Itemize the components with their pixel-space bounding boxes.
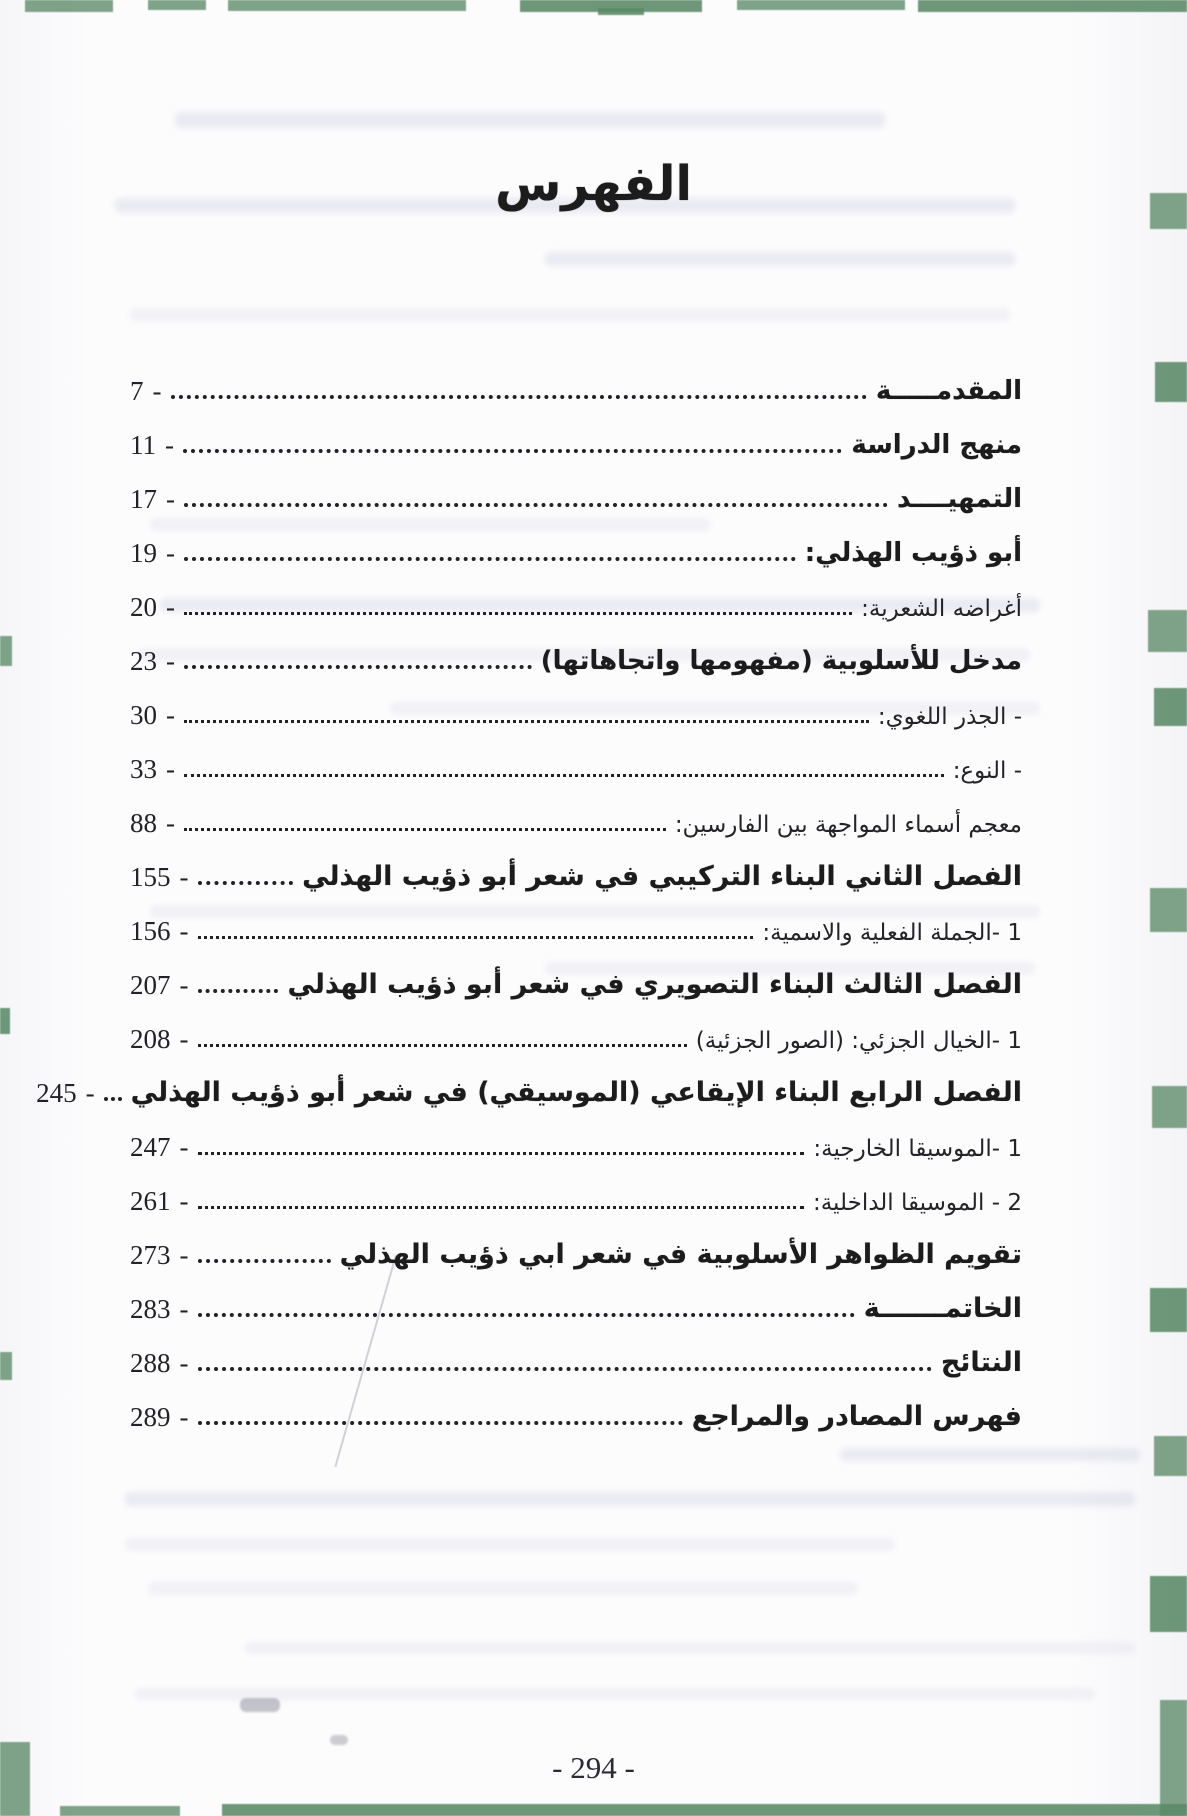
toc-entry-page xyxy=(130,594,175,622)
toc-entry xyxy=(130,730,1022,784)
toc-entry xyxy=(130,1378,1022,1432)
toc-entry-page-dash: - xyxy=(85,1078,95,1108)
toc-entry-label: مدخل للأسلوبية (مفهومها واتجاهاتها) xyxy=(540,646,1022,677)
toc-entry-page-dash: - xyxy=(179,1402,189,1432)
pencil-mark xyxy=(330,1735,348,1745)
toc-entry xyxy=(130,1270,1022,1324)
scan-artifact xyxy=(1155,362,1187,402)
toc-entry-page-dash: - xyxy=(179,1024,189,1054)
toc-entry-page-number: 11 xyxy=(130,430,156,460)
dot-leader xyxy=(198,1421,683,1425)
toc-entry-page-dash: - xyxy=(166,700,175,730)
toc-entry-page-number: 261 xyxy=(130,1186,171,1216)
toc-entry-page-number: 247 xyxy=(130,1132,171,1162)
toc-entry-label: الفصل الرابع البناء الإيقاعي (الموسيقي) في شعر أبو ذؤيب الهذلي xyxy=(130,1077,1022,1109)
toc-entry-page-dash: - xyxy=(166,592,175,622)
toc-entry-page-number: 23 xyxy=(130,646,157,676)
bleedthrough-text xyxy=(840,1448,1140,1461)
toc-entry xyxy=(130,946,1022,1000)
toc-entry-page xyxy=(130,864,189,892)
toc-entry-page-number: 288 xyxy=(130,1348,171,1378)
dot-leader xyxy=(184,828,666,831)
dot-leader xyxy=(184,720,869,723)
scan-artifact xyxy=(1152,1086,1187,1128)
toc-entry-page-dash: - xyxy=(166,754,175,784)
toc-entry-page-dash: - xyxy=(152,376,162,406)
toc-entry-page-dash: - xyxy=(179,1348,189,1378)
scan-artifact xyxy=(1150,1576,1187,1632)
toc-entry xyxy=(130,1324,1022,1378)
toc-entry xyxy=(130,1108,1022,1162)
table-of-contents xyxy=(36,352,1022,1433)
toc-entry-page xyxy=(130,918,189,946)
toc-entry-page xyxy=(130,1242,189,1270)
toc-entry-page-number: 7 xyxy=(130,376,144,406)
dot-leader xyxy=(198,1313,855,1317)
toc-entry-page-number: 208 xyxy=(130,1024,171,1054)
toc-entry-page-dash: - xyxy=(166,646,175,676)
toc-entry-page-number: 289 xyxy=(130,1402,171,1432)
toc-entry-page-dash: - xyxy=(179,916,189,946)
dot-leader xyxy=(198,989,279,993)
toc-entry xyxy=(130,352,1022,406)
toc-entry xyxy=(130,784,1022,838)
toc-entry-page xyxy=(130,1296,189,1324)
toc-entry-page-number: 30 xyxy=(130,700,157,730)
scan-artifact xyxy=(1150,1288,1187,1332)
toc-entry xyxy=(130,1216,1022,1270)
toc-entry xyxy=(130,838,1022,892)
toc-entry xyxy=(130,406,1022,460)
bleedthrough-text xyxy=(130,308,1010,321)
toc-entry-label: منهج الدراسة xyxy=(851,430,1022,461)
toc-entry-page xyxy=(130,1026,189,1054)
toc-entry-label: 1 -الخيال الجزئي: (الصور الجزئية) xyxy=(695,1027,1022,1054)
toc-entry-page xyxy=(130,540,175,568)
toc-entry-page xyxy=(36,1080,95,1108)
toc-entry-page-number: 283 xyxy=(130,1294,171,1324)
toc-entry-page-number: 273 xyxy=(130,1240,171,1270)
dot-leader xyxy=(198,1367,932,1371)
bleedthrough-text xyxy=(545,252,1015,266)
scan-artifact xyxy=(222,1804,1187,1816)
toc-entry-label: معجم أسماء المواجهة بين الفارسين: xyxy=(674,811,1022,838)
toc-entry-page-dash: - xyxy=(179,1240,189,1270)
toc-entry-page-dash: - xyxy=(166,538,175,568)
scan-artifact xyxy=(0,1352,12,1380)
toc-entry-page-dash: - xyxy=(166,808,175,838)
toc-entry xyxy=(130,676,1022,730)
toc-entry-label: 2 - الموسيقا الداخلية: xyxy=(812,1189,1022,1216)
toc-entry-page xyxy=(130,648,175,676)
dot-leader xyxy=(171,395,867,399)
dot-leader xyxy=(183,449,842,453)
scan-artifact xyxy=(737,0,905,10)
toc-entry-page xyxy=(130,756,175,784)
scan-artifact xyxy=(918,0,1187,12)
page-title: الفهرس xyxy=(495,156,692,212)
toc-entry-label: فهرس المصادر والمراجع xyxy=(691,1401,1022,1433)
scan-artifact xyxy=(25,0,113,12)
dot-leader xyxy=(184,503,888,507)
toc-entry-page-number: 155 xyxy=(130,862,171,892)
dot-leader xyxy=(198,881,294,885)
dot-leader xyxy=(184,612,852,615)
scan-artifact xyxy=(1148,610,1187,652)
toc-entry-page xyxy=(130,1188,189,1216)
dot-leader xyxy=(184,665,532,669)
toc-entry-page xyxy=(130,432,174,460)
toc-entry-label: الفصل الثاني البناء التركيبي في شعر أبو ذؤيب الهذلي xyxy=(302,861,1022,893)
toc-entry-page-dash: - xyxy=(179,1294,189,1324)
scan-artifact xyxy=(1154,688,1187,726)
toc-entry xyxy=(36,1054,1022,1109)
toc-entry-page-number: 19 xyxy=(130,538,157,568)
toc-entry-page xyxy=(130,486,175,514)
toc-entry-page xyxy=(130,1350,189,1378)
toc-entry xyxy=(130,568,1022,622)
scan-artifact xyxy=(0,1008,10,1034)
toc-entry-page-number: 88 xyxy=(130,808,157,838)
toc-entry-label: الفصل الثالث البناء التصويري في شعر أبو ذؤيب الهذلي xyxy=(287,969,1022,1001)
scan-artifact xyxy=(1154,1436,1187,1476)
toc-entry-page-dash: - xyxy=(179,1186,189,1216)
toc-entry xyxy=(130,892,1022,946)
toc-entry xyxy=(130,514,1022,568)
toc-entry-page-dash: - xyxy=(179,970,189,1000)
bleedthrough-text xyxy=(175,112,885,128)
toc-entry-page-number: 207 xyxy=(130,970,171,1000)
toc-entry-page-dash: - xyxy=(166,484,175,514)
dot-leader xyxy=(104,1097,122,1101)
dot-leader xyxy=(198,1206,804,1209)
bleedthrough-text xyxy=(135,1688,1095,1700)
toc-entry-page-number: 20 xyxy=(130,592,157,622)
scan-artifact xyxy=(0,636,12,666)
toc-entry-page-number: 33 xyxy=(130,754,157,784)
toc-entry-label: - النوع: xyxy=(952,757,1022,784)
scan-artifact xyxy=(598,8,644,15)
toc-entry-page xyxy=(130,1404,189,1432)
toc-entry-page-number: 245 xyxy=(36,1078,77,1108)
dot-leader xyxy=(198,1152,805,1155)
toc-entry-page-dash: - xyxy=(165,430,174,460)
toc-entry xyxy=(130,1000,1022,1054)
toc-entry-label: 1 -الموسيقا الخارجية: xyxy=(813,1135,1022,1162)
bleedthrough-text xyxy=(125,1538,895,1551)
toc-entry-label: أغراضه الشعرية: xyxy=(861,595,1022,622)
toc-entry xyxy=(130,1162,1022,1216)
toc-entry-page xyxy=(130,378,162,406)
toc-entry-page xyxy=(130,810,175,838)
dot-leader xyxy=(198,1259,331,1263)
toc-entry-label: المقدمـــــة xyxy=(875,376,1022,407)
toc-entry-label: أبو ذؤيب الهذلي: xyxy=(804,538,1022,569)
bleedthrough-text xyxy=(148,1582,858,1595)
bleedthrough-text xyxy=(125,1492,1135,1506)
footer-page-number: - 294 - xyxy=(552,1750,635,1785)
toc-entry-page xyxy=(130,702,175,730)
scan-artifact xyxy=(1150,888,1187,932)
toc-entry-page xyxy=(130,972,189,1000)
toc-entry-page xyxy=(130,1134,189,1162)
toc-entry-label: النتائج xyxy=(940,1347,1022,1379)
toc-entry-page-number: 17 xyxy=(130,484,157,514)
toc-entry-page-dash: - xyxy=(179,1132,189,1162)
dot-leader xyxy=(184,557,796,561)
toc-entry-label: - الجذر اللغوي: xyxy=(877,703,1022,730)
dot-leader xyxy=(184,774,944,777)
bleedthrough-text xyxy=(245,1642,1135,1654)
toc-entry-label: الخاتمـــــــة xyxy=(863,1293,1022,1325)
scan-artifact xyxy=(228,0,466,11)
toc-entry-page-number: 156 xyxy=(130,916,171,946)
pencil-mark xyxy=(240,1698,280,1712)
dot-leader xyxy=(198,1044,687,1047)
dot-leader xyxy=(198,936,754,939)
toc-entry xyxy=(130,460,1022,514)
toc-entry-label: التمهيــــد xyxy=(896,484,1022,515)
toc-entry-page-dash: - xyxy=(179,862,189,892)
scan-artifact xyxy=(60,1806,180,1816)
toc-entry-label: تقويم الظواهر الأسلوبية في شعر ابي ذؤيب الهذلي xyxy=(339,1239,1022,1271)
scan-artifact xyxy=(148,0,206,10)
toc-entry xyxy=(130,622,1022,676)
toc-entry-label: 1 -الجملة الفعلية والاسمية: xyxy=(762,919,1022,946)
